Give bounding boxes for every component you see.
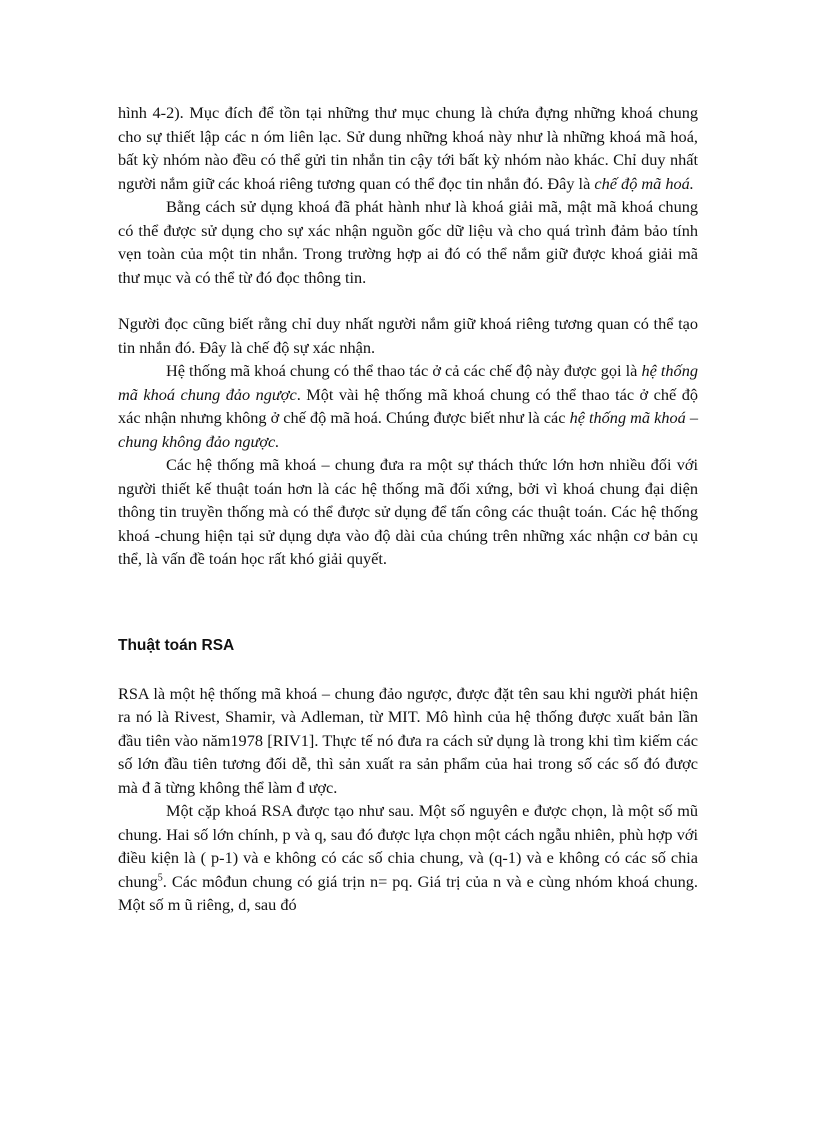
emphasis-encryption-mode: chế độ mã hoá. [594, 173, 694, 193]
paragraph-2: Bằng cách sử dụng khoá đã phát hành như là khoá giải mã, mật mã khoá chung có thể được sử dụng cho sự xác nhận nguồn gốc dữ liệu và cho quá trình đảm bảo tính vẹn toàn của một tin nhắn. Trong trường hợp ai đó có thể nắm giữ được khoá giải mã thư mục và có thể từ đó đọc thông tin. [118, 197, 698, 287]
section-heading: Thuật toán RSA [118, 636, 235, 654]
paragraph-5: Các hệ thống mã khoá – chung đưa ra một sự thách thức lớn hơn nhiều đối với người thiết kế thuật toán hơn là các hệ thống mã đối xứng, bởi vì khoá chung đại diện thông tin truyền thống mà có thể được sử dụng để tấn công các thuật toán. Các hệ thống khoá -chung hiện tại sử dụng dựa vào độ dài của chúng trên những xác nhận cơ bản cụ thể, là vấn đề toán học rất khó giải quyết. [118, 455, 698, 568]
paragraph-7: Một cặp khoá RSA được tạo như sau. Một số nguyên e được chọn, là một số mũ chung. Hai số lớn chính, p và q, sau đó được lựa chọn một cách ngẫu nhiên, phù hợp với điều kiện là ( p-1) và e không có các số chia chung, và (q-1) và e không có các số chia chung$^5$. Các môđun chung có giá trịn n= pq. Giá trị của n và e cùng nhóm khoá chung. Một số m ũ riêng, d, sau đó [118, 801, 698, 914]
paragraph-3: Người đọc cũng biết rằng chỉ duy nhất người nắm giữ khoá riêng tương quan có thể tạo tin nhắn đó. Đây là chế độ sự xác nhận. [118, 314, 698, 357]
paragraph-1: hình 4-2). Mục đích để tồn tại những thư mục chung là chứa đựng những khoá chung cho sự thiết lập các n óm liên lạc. Sử dung những khoá này như là những khoá mã hoá, bất kỳ nhóm nào đều có thể gửi tin nhắn tin cậy tới bất kỳ nhóm nào khác. Chỉ duy nhất người nắm giữ các khoá riêng tương quan có thể đọc tin nhắn đó. Đây là chế độ mã hoá. [118, 103, 698, 193]
paragraph-6: RSA là một hệ thống mã khoá – chung đảo ngược, được đặt tên sau khi người phát hiện ra nó là Rivest, Shamir, và Adleman, từ MIT. Mô hình của hệ thống được xuất bản lần đầu tiên vào năm1978 [RIV1]. Thực tế nó đưa ra cách sử dụng là trong khi tìm kiếm các số lớn đầu tiên tương đối dễ, thì sản xuất ra sản phẩm của hai trong số các số đó được mà đ ã từng không thể làm đ ược. [118, 683, 698, 797]
document-page [118, 101, 698, 917]
paragraph-4: Hệ thống mã khoá chung có thể thao tác ở cả các chế độ này được gọi là hệ thống mã khoá chung đảo ngược. Một vài hệ thống mã khoá chung có thể thao tác ở chế độ xác nhận nhưng không ở chế độ mã hoá. Chúng được biết như là các hệ thống mã khoá – chung không đảo ngược. [118, 361, 698, 451]
emphasis-reversible: hệ thống mã khoá chung đảo ngược [118, 361, 698, 404]
footnote-marker[interactable]: 5 [157, 872, 163, 884]
emphasis-irreversible: hệ thống mã khoá – chung không đảo ngược. [118, 408, 698, 451]
